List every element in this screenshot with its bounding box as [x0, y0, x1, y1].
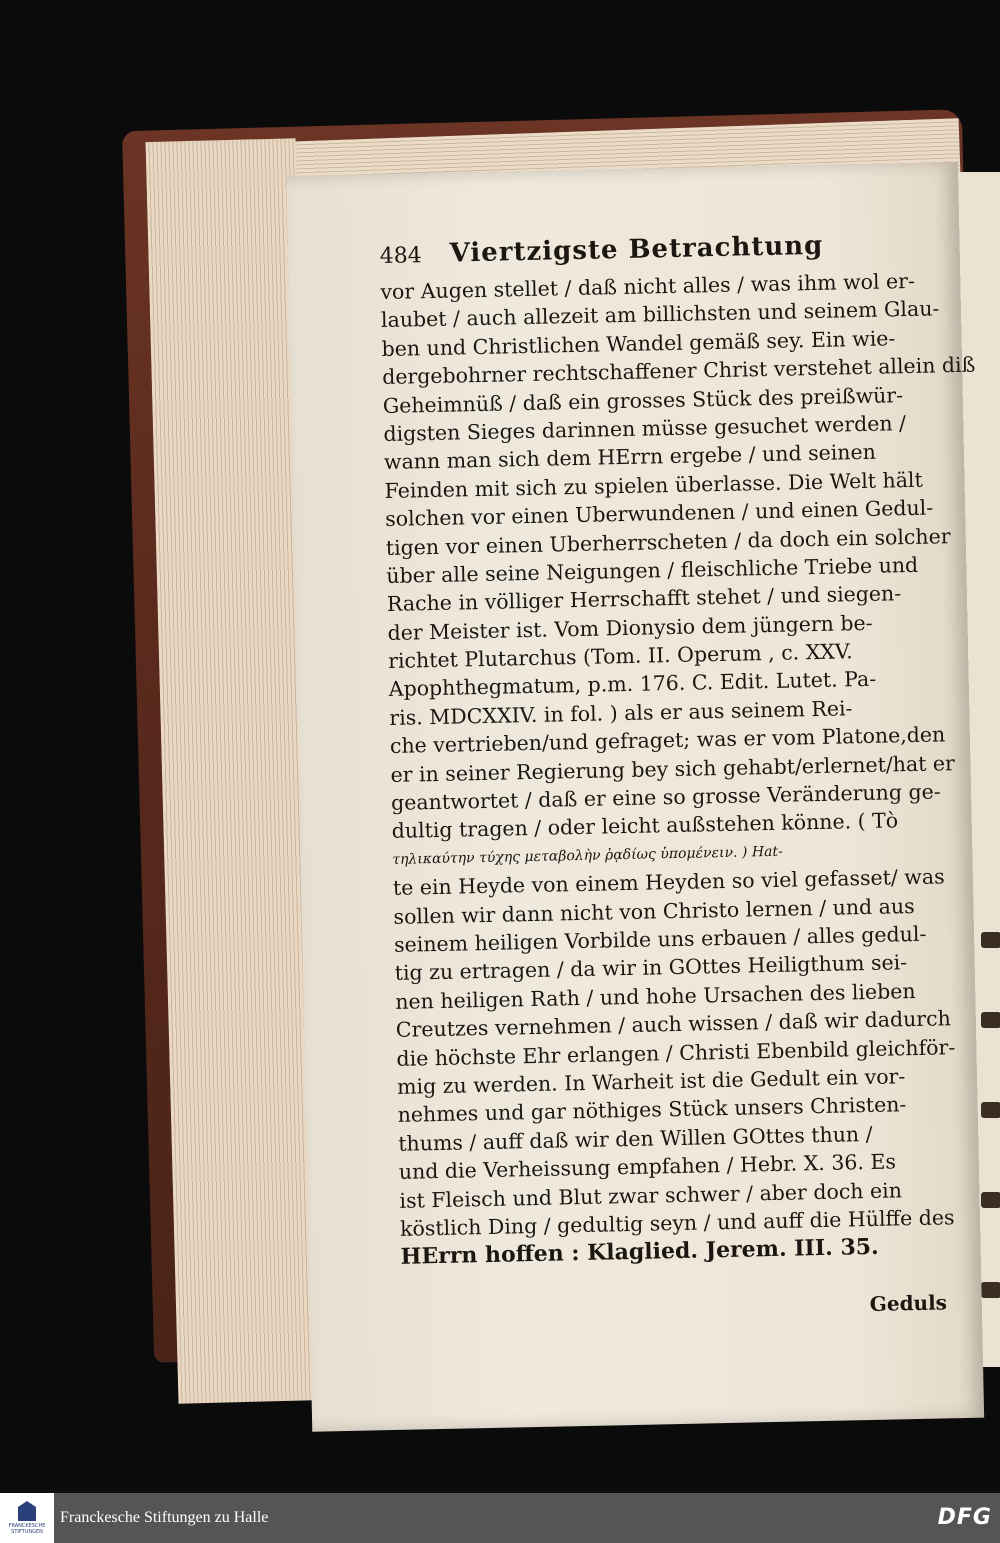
- text-line: nen heiligen Rath / und hohe Ursachen des lieben: [395, 978, 916, 1014]
- text-line: köstlich Ding / gedultig seyn / und auff die Hülffe des: [399, 1205, 955, 1241]
- text-line: der Meister ist. Vom Dionysio dem jüngern be-: [387, 610, 873, 645]
- text-line: digsten Sieges darinnen müsse gesuchet werden /: [383, 411, 907, 446]
- text-line: richtet Plutarchus (Tom. II. Operum , c. XXV.: [387, 639, 853, 674]
- text-line: HErrn hoffen : Klaglied. Jerem. III. 35.: [400, 1234, 879, 1271]
- dfg-logo[interactable]: DFG: [937, 1505, 992, 1530]
- text-line: ben und Christlichen Wandel gemäß sey. Ein wie-: [381, 326, 896, 361]
- text-line: Apophthegmatum, p.m. 176. C. Edit. Lutet. Pa-: [388, 667, 877, 702]
- facing-page-text-fragment: [981, 932, 1000, 948]
- text-line: und die Verheissung empfahen / Hebr. X. 36. Es: [398, 1149, 897, 1184]
- text-line: nehmes und gar nöthiges Stück unsers Christen-: [397, 1092, 907, 1128]
- text-line: sollen wir dann nicht von Christo lernen / und aus: [393, 893, 915, 929]
- institution-name: Franckesche Stiftungen zu Halle: [60, 1509, 269, 1526]
- text-line: Feinden mit sich zu spielen überlasse. Die Welt hält: [384, 467, 923, 503]
- text-line: über alle seine Neigungen / fleischliche Triebe und: [386, 552, 919, 588]
- text-line: che vertrieben/und gefraget; was er vom Platone,den: [389, 722, 946, 759]
- text-line: seinem heiligen Vorbilde uns erbauen / alles gedul-: [393, 921, 927, 957]
- text-line: ist Fleisch und Blut zwar schwer / aber doch ein: [399, 1177, 903, 1213]
- text-line: tig zu ertragen / da wir in GOttes Heiligthum sei-: [394, 950, 908, 986]
- text-line: Geheimnüß / daß ein grosses Stück des preißwür-: [382, 382, 904, 418]
- logo-text: FRANCKESCHE STIFTUNGEN: [8, 1523, 46, 1535]
- text-line: tigen vor einen Uberherrscheten / da doch ein solcher: [385, 523, 951, 560]
- text-line: er in seiner Regierung bey sich gehabt/erlernet/hat er: [390, 750, 956, 787]
- text-line: die höchste Ehr erlangen / Christi Ebenbild gleichför-: [396, 1034, 956, 1071]
- text-line: vor Augen stellet / daß nicht alles / was ihm wol er-: [380, 268, 916, 305]
- facing-page-text-fragment: [981, 1282, 1000, 1298]
- facing-page-text-fragment: [981, 1192, 1000, 1208]
- text-line: geantwortet / daß er eine so grosse Veränderung ge-: [390, 779, 941, 815]
- text-line: wann man sich dem HErrn ergebe / und seinen: [383, 440, 877, 475]
- page-header: [379, 231, 830, 270]
- facing-page-text-fragment: [981, 1012, 1000, 1028]
- catchword: Geduls: [869, 1290, 948, 1317]
- facing-page-text-fragment: [981, 1102, 1000, 1118]
- running-title: Viertzigste Betrachtung: [449, 230, 824, 269]
- building-emblem-icon: [18, 1501, 36, 1521]
- text-line: Creutzes vernehmen / auch wissen / daß wir dadurch: [395, 1006, 952, 1043]
- viewer-footer: [0, 1493, 1000, 1543]
- text-line: solchen vor einen Uberwundenen / und einen Gedul-: [384, 495, 934, 532]
- text-line: laubet / auch allezeit am billichsten und seinem Glau-: [380, 296, 940, 333]
- page-number: 484: [379, 243, 422, 270]
- text-line: mig zu werden. In Warheit ist die Gedult ein vor-: [396, 1064, 906, 1099]
- text-line: te ein Heyde von einem Heyden so viel gefasset/ was: [392, 864, 945, 901]
- text-line: ris. MDCXXIV. in fol. ) als er aus seinem Rei-: [389, 696, 853, 730]
- text-line: dultig tragen / oder leicht außstehen könne. ( Τὸ: [391, 808, 899, 844]
- text-line: dergebohrner rechtschaffener Christ verstehet allein diß: [381, 352, 976, 390]
- text-line: thums / auff daß wir den Willen GOttes thun /: [398, 1121, 873, 1156]
- greek-quote-line: τηλικαύτην τύχης μεταβολὴν ῥᾳδίως ὑπομένειν. ) Hat-: [392, 843, 783, 868]
- text-line: Rache in völliger Herrschafft stehet / und siegen-: [386, 581, 902, 617]
- franckesche-stiftungen-logo[interactable]: [0, 1493, 54, 1543]
- body-text: [380, 267, 976, 1272]
- book-page: [286, 162, 984, 1432]
